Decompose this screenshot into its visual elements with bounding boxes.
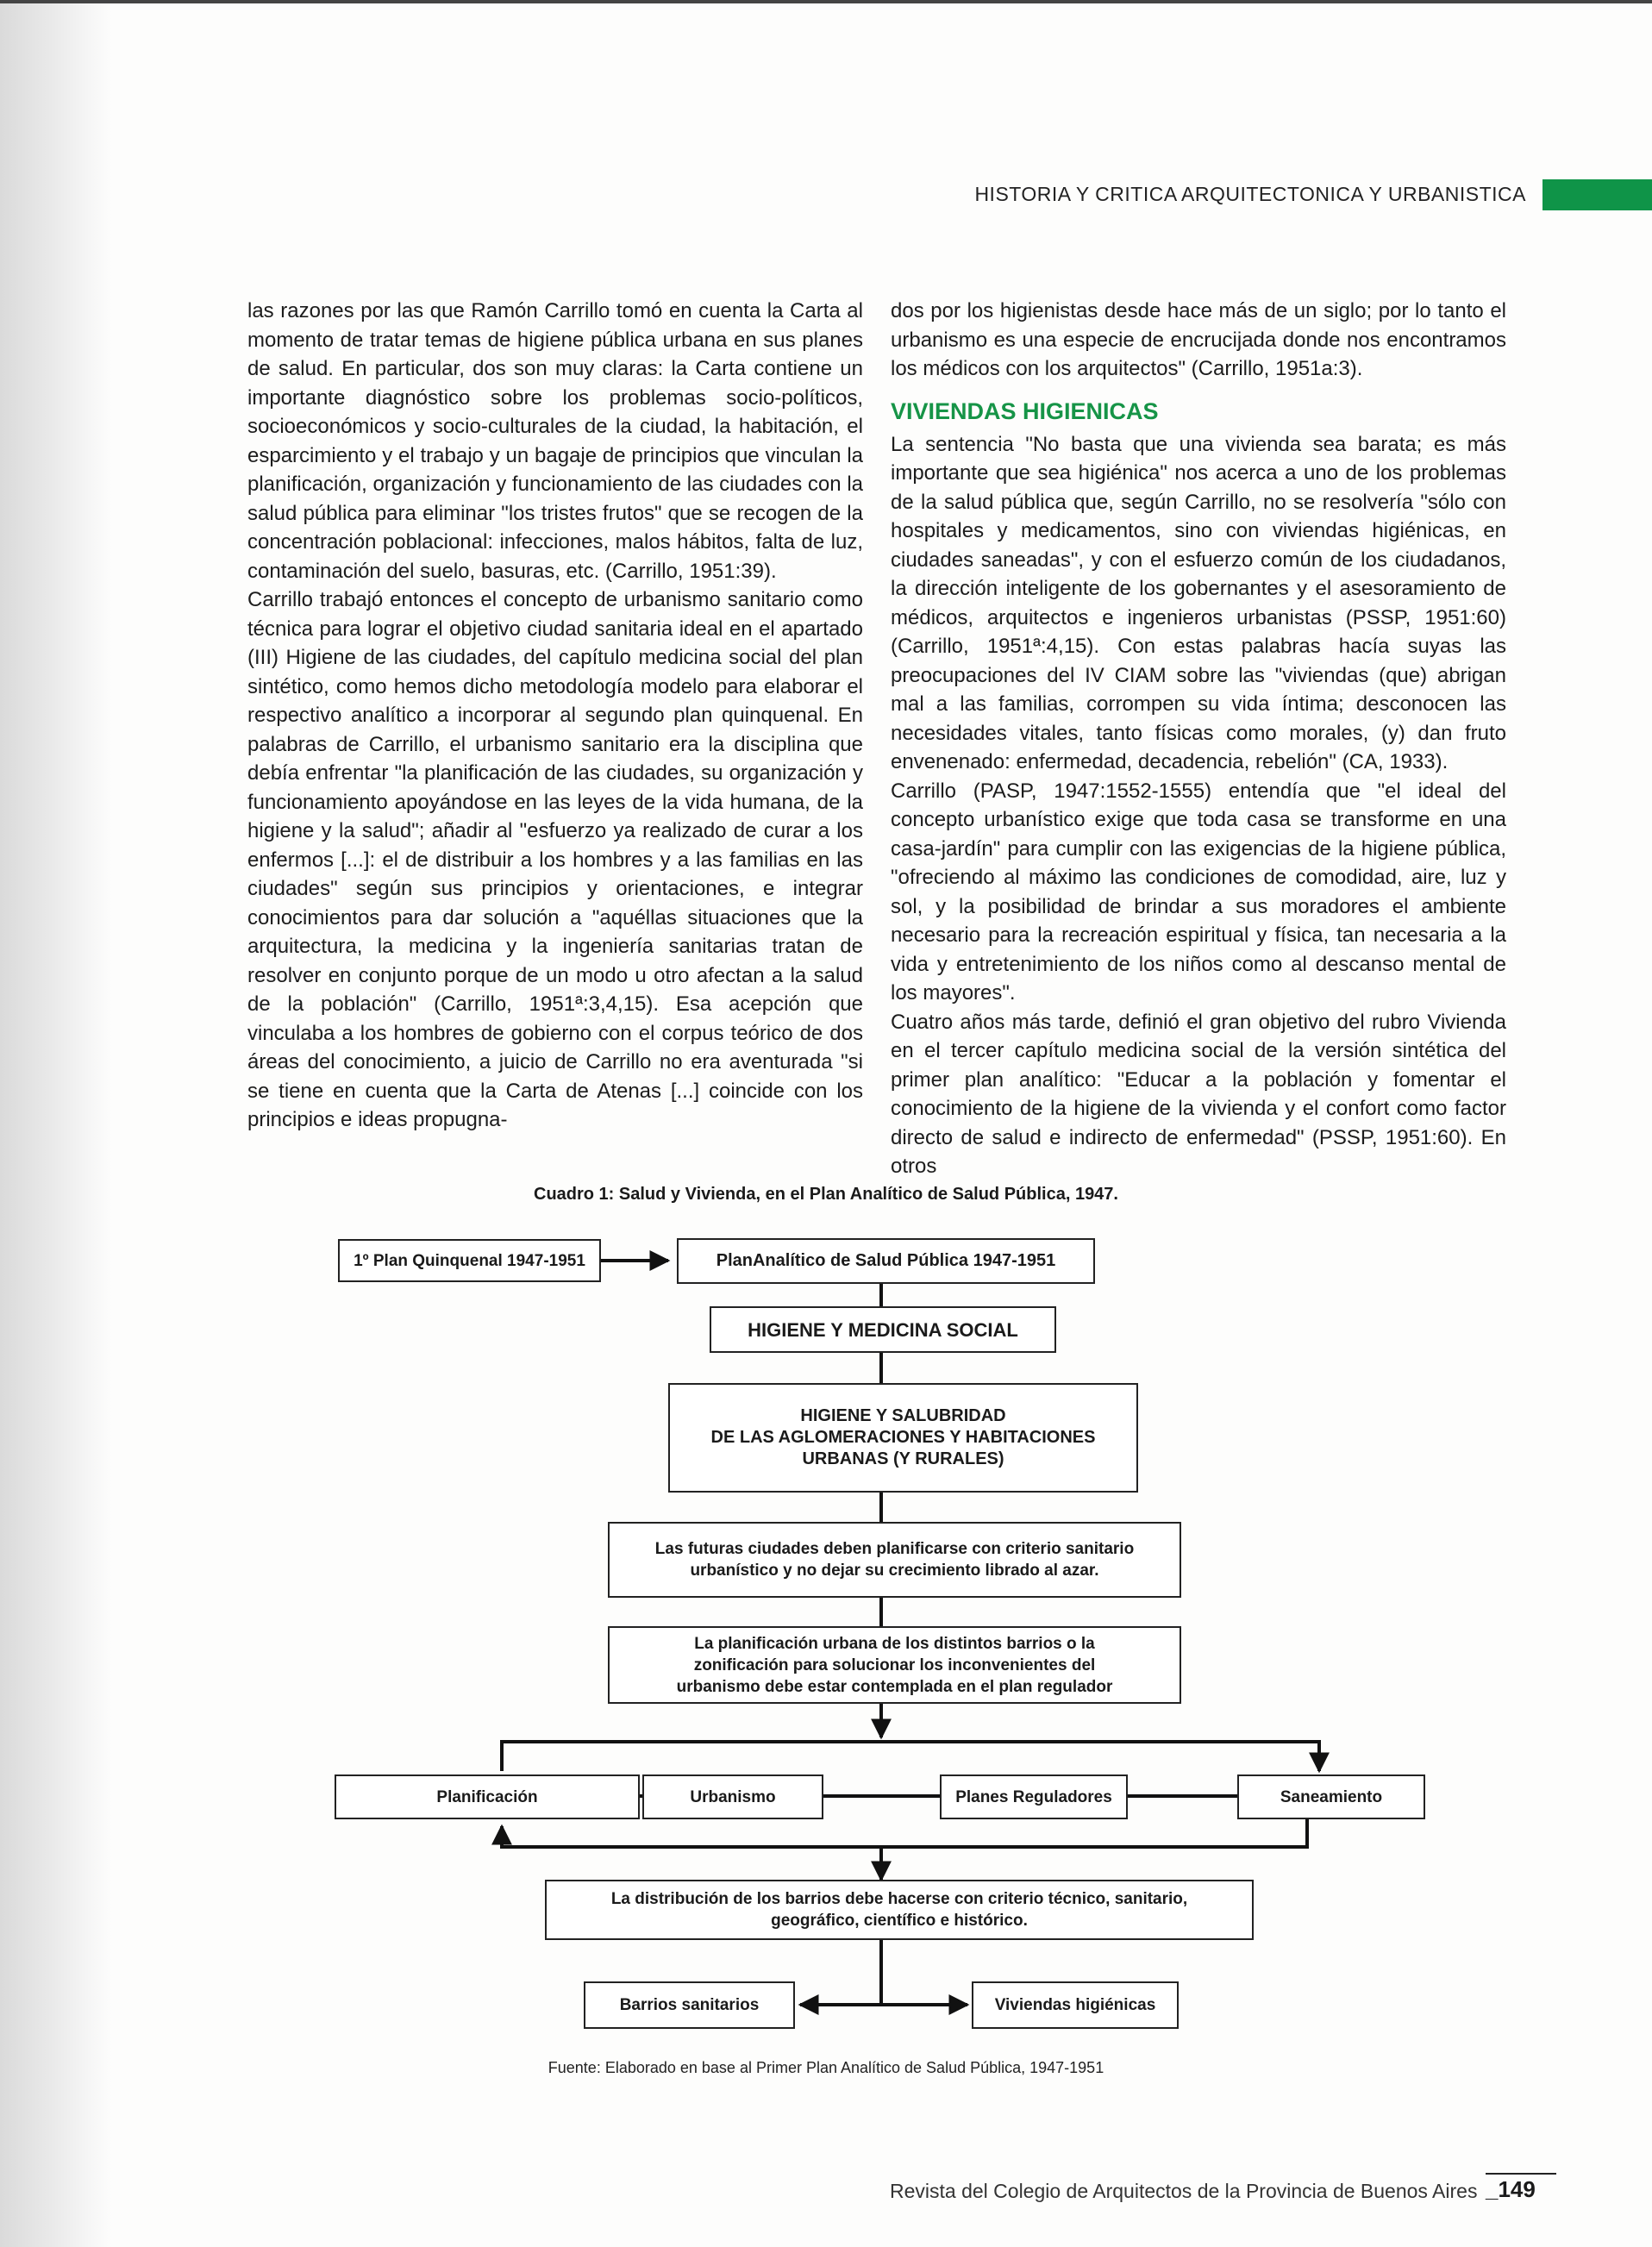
box-higiene-salubridad xyxy=(668,1383,1138,1493)
journal-footer: Revista del Colegio de Arquitectos de la Provincia de Buenos Aires xyxy=(890,2180,1478,2202)
figure-title: Cuadro 1: Salud y Vivienda, en el Plan Analítico de Salud Pública, 1947. xyxy=(534,1185,1118,1204)
figure-source: Fuente: Elaborado en base al Primer Plan Analítico de Salud Pública, 1947-1951 xyxy=(548,2059,1104,2076)
paragraph: las razones por las que Ramón Carrillo tomó en cuenta la Carta al momento de tratar temas de higiene pública urbana en sus planes de salud. En particular, dos son muy claras: la Carta contiene un importante diagnóstico sobre los problemas socio-políticos, socioeconómicos y socio-culturales de la ciudad, la habitación, el esparcimiento y el trabajo y un bagaje de principios que vinculan la planificación, organización y funcionamiento de las ciudades con la salud pública para eliminar "los tristes frutos" que se recogen de la concentración poblacional: infecciones, malos hábitos, falta de luz, contaminación del suelo, basuras, etc. (Carrillo, 1951:39). xyxy=(247,299,863,583)
box-label: HIGIENE Y MEDICINA SOCIAL xyxy=(748,1318,1018,1341)
box-saneamiento xyxy=(1237,1774,1425,1819)
box-label: La planificación urbana de los distintos barrios o la xyxy=(694,1634,1095,1653)
paragraph: Carrillo (PASP, 1947:1552-1555) entendía que "el ideal del concepto urbanístico exige que toda casa se transforme en una casa-jardín" para cumplir con las exigencias de la higiene pública, "ofreciendo al máximo las condiciones de comodidad, aire, luz y sol, y la posibilidad de brindar a sus moradores el ambiente necesario para la recreación espiritual y física, tan necesaria a la vida y entretenimiento de los niños como al descanso mental de los mayores". xyxy=(891,779,1506,1005)
box-label: Viviendas higiénicas xyxy=(994,1996,1156,2014)
box-planificacion-urbana xyxy=(608,1626,1181,1704)
box-label: Planificación xyxy=(436,1787,538,1806)
box-label: geográfico, científico e histórico. xyxy=(771,1912,1028,1930)
box-label: Las futuras ciudades deben planificarse con criterio sanitario xyxy=(654,1540,1135,1558)
box-futuras-ciudades xyxy=(608,1522,1181,1598)
box-plan-quinquenal xyxy=(338,1239,601,1282)
page-number: _149 xyxy=(1486,2176,1536,2202)
box-label: PlanAnalítico de Salud Pública 1947-1951 xyxy=(716,1251,1056,1270)
running-header: HISTORIA Y CRITICA ARQUITECTONICA Y URBANISTICA xyxy=(974,183,1526,205)
box-viviendas-higienicas xyxy=(972,1981,1179,2029)
box-planificacion xyxy=(335,1774,640,1819)
box-higiene-medicina-social xyxy=(710,1306,1056,1353)
box-urbanismo xyxy=(642,1774,823,1819)
box-label: URBANAS (Y RURALES) xyxy=(802,1449,1004,1468)
box-label: Urbanismo xyxy=(690,1787,776,1806)
box-label: urbanístico y no dejar su crecimiento librado al azar. xyxy=(690,1562,1099,1580)
box-plan-analitico xyxy=(677,1238,1095,1284)
box-label: zonificación para solucionar los inconvenientes del xyxy=(693,1656,1096,1674)
paragraph: La sentencia "No basta que una vivienda sea barata; es más importante que sea higiénica" nos acerca a uno de los problemas de la salud pública que, según Carrillo, no se resolvería "sólo con hospitales y medicamentos, sino con viviendas higiénicas, en ciudades saneadas", y con el esfuerzo común de los ciudadanos, la dirección inteligente de los gobernantes y el asesoramiento de médicos, arquitectos e ingenieros urbanistas (PSSP, 1951:60)(Carrillo, 1951ª:4,15). Con estas palabras hacía suyas las preocupaciones del IV CIAM sobre las "viviendas (que) abrigan mal a las familias, corrompen su vida íntima; desconocen las necesidades vitales, tanto físicas como morales, (y) dan fruto envenenado: enfermedad, decadencia, rebelión" (CA, 1933). xyxy=(891,432,1506,773)
box-label: La distribución de los barrios debe hacerse con criterio técnico, sanitario, xyxy=(610,1890,1188,1908)
box-label: Planes Reguladores xyxy=(955,1787,1112,1806)
paragraph: Cuatro años más tarde, definió el gran objetivo del rubro Vivienda en el tercer capítulo medicina social de la versión sintética del primer plan analítico: "Educar a la población y fomentar el conocimiento de la higiene de la vivienda y el confort como factor directo de salud e indirecto de enfermedad" (PSSP, 1951:60). En otros xyxy=(891,1010,1506,1178)
box-planes-reguladores xyxy=(940,1774,1128,1819)
section-heading: VIVIENDAS HIGIENICAS xyxy=(891,397,1159,424)
box-label: Barrios sanitarios xyxy=(619,1996,760,2014)
box-label: urbanismo debe estar contemplada en el plan regulador xyxy=(676,1677,1113,1696)
branch-line-top xyxy=(502,1742,1319,1771)
box-barrios-sanitarios xyxy=(584,1981,795,2029)
box-distribucion-barrios xyxy=(545,1880,1254,1940)
page-number-rule xyxy=(1486,2173,1556,2175)
paragraph: Carrillo trabajó entonces el concepto de urbanismo sanitario como técnica para lograr el objetivo ciudad sanitaria ideal en el apartado (III) Higiene de las ciudades, del capítulo medicina social del plan sintético, como hemos dicho metodología modelo para elaborar el respectivo analítico a incorporar al segundo plan quinquenal. En palabras de Carrillo, el urbanismo sanitario era la disciplina que debía enfrentar "la planificación de las ciudades, su organización y funcionamiento apoyándose en las leyes de la vida humana, de la higiene y la salud"; añadir al "esfuerzo ya realizado de curar a los enfermos [...]: el de distribuir a los hombres y a las familias en las ciudades" según sus principios y orientaciones, e integrar conocimientos para dar solución a "aquéllas situaciones que la arquitectura, la medicina y la ingeniería sanitarias tratan de resolver en conjunto porque de un modo u otro afectan a la salud de la población" (Carrillo, 1951ª:3,4,15). Esa acepción que vinculaba a los hombres de gobierno con el corpus teórico de dos áreas del conocimiento, a juicio de Carrillo no era aventurada "si se tiene en cuenta que la Carta de Atenas [...] coincide con los principios e ideas propugna- xyxy=(247,588,863,1131)
box-label: HIGIENE Y SALUBRIDAD xyxy=(800,1406,1006,1425)
box-label: DE LAS AGLOMERACIONES Y HABITACIONES xyxy=(710,1428,1096,1447)
box-label: Saneamiento xyxy=(1280,1787,1383,1806)
branch-line-bottom xyxy=(502,1818,1307,1847)
box-label: 1º Plan Quinquenal 1947-1951 xyxy=(354,1251,585,1270)
paragraph: dos por los higienistas desde hace más de un siglo; por lo tanto el urbanismo es una especie de encrucijada donde nos encontramos los médicos con los arquitectos" (Carrillo, 1951a:3). xyxy=(891,299,1506,380)
